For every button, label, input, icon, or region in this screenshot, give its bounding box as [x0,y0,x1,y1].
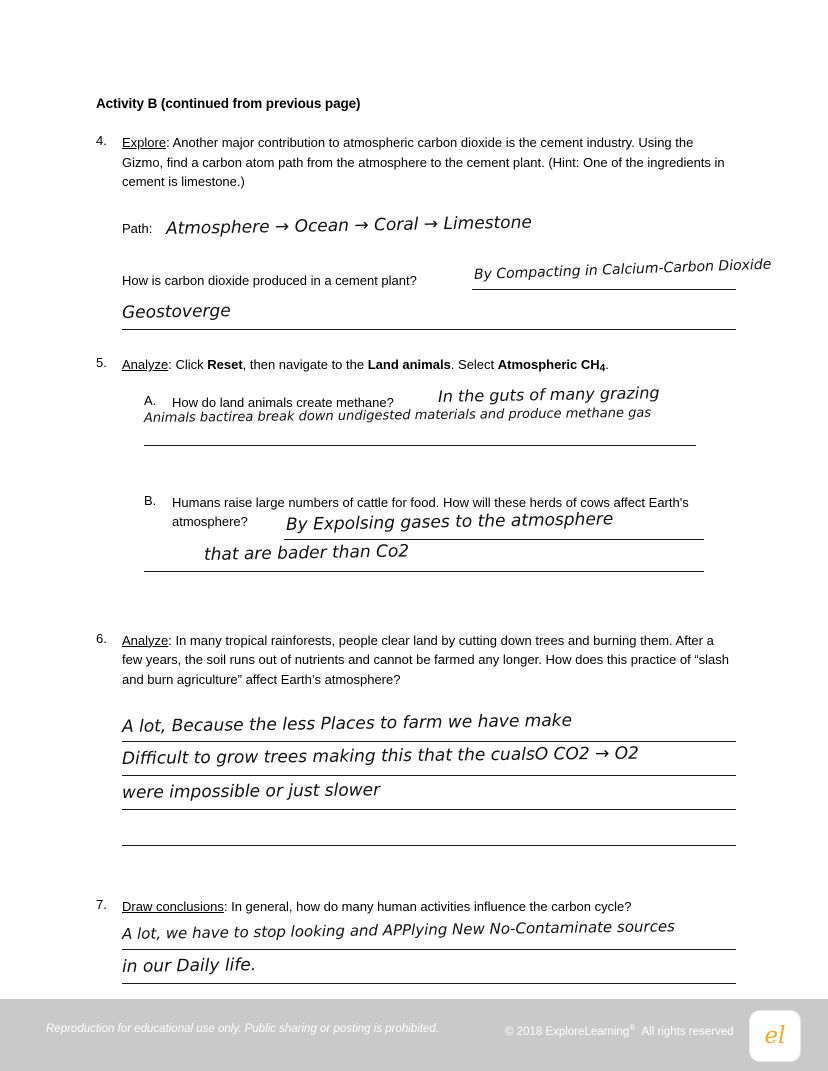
question-6-lead: Analyze [122,632,169,648]
page-title: Activity B (continued from previous page) [96,96,361,111]
question-4-text [122,133,736,192]
path-label: Path: [122,221,153,236]
q5-part-c: . Select [450,357,498,372]
question-5a [143,382,736,463]
question-5a-text: How do land animals create methane? [172,394,394,410]
rights-text: All rights reserved [641,1025,734,1038]
question-5b-answer-line1: By Expolsing gases to the atmosphere [285,508,614,535]
answer-rule-6c [122,809,736,810]
question-6-answer-line1: A lot, Because the less Places to farm we have make [121,710,573,737]
answer-rule-5b2 [144,571,704,572]
registered-mark: ® [629,1023,636,1032]
question-5b [144,493,736,583]
answer-rule-6d [122,845,736,846]
q5-ch4-subscript: 4 [599,363,606,374]
answer-rule-6a [122,741,736,742]
q5-reset: Reset [207,357,243,372]
question-5a-label: A. [144,392,157,408]
question-5-lead: Analyze [122,357,169,372]
answer-rule-7a [122,949,736,950]
question-5b-text: Humans raise large numbers of cattle for food. How will these herds of cows affect Earth's atmosphere? [172,494,689,529]
answer-rule-4b [122,329,736,330]
question-4-body: : Another major contribution to atmospheric carbon dioxide is the cement industry. Using the Gizmo, find a carbon atom path from the atmosphere to the cement plant. (Hint: One of the ingredients in cement is limestone.) [122,135,725,189]
question-6-answer-line2: Difficult to grow trees making this that the cualsO CO2 → O2 [121,743,639,769]
question-4-answer-line1: By Compacting in Calcium-Carbon Dioxide [473,256,772,283]
path-answer: Atmosphere → Ocean → Coral → Limestone [165,212,533,239]
question-7-lead: Draw conclusions [122,898,224,914]
answer-rule-6b [122,775,736,776]
answer-rule-4a [472,289,736,290]
question-7-answer-line2: in our Daily life. [121,954,257,977]
footer-notice: Reproduction for educational use only. Public sharing or posting is prohibited. [46,1023,439,1035]
q5-part-d: . [605,357,609,372]
question-5-text [122,355,736,379]
answer-rule-7b [122,983,736,984]
question-7-body: : In general, how do many human activities influence the carbon cycle? [223,898,632,914]
q5-ch4: Atmospheric CH [497,357,600,372]
question-6 [96,631,736,851]
question-7 [96,897,736,1007]
explorelearning-logo [750,1011,800,1061]
question-6-answer-line3: were impossible or just slower [121,779,381,803]
question-6-number: 6. [96,630,107,646]
question-4-number: 4. [96,133,107,148]
question-5a-answer-line2: Animals bactirea break down undigested materials and produce methane gas [143,405,652,426]
question-5b-answer-line2: that are bader than Co2 [203,540,410,565]
q5-land-animals: Land animals [367,357,451,372]
question-4 [96,133,772,323]
answer-rule-5a [144,445,696,446]
page-content [96,96,772,1025]
q5-part-b: , then navigate to the [242,357,368,372]
question-4-answer-line2: Geostoverge [121,301,231,323]
question-5-number: 5. [96,355,107,370]
question-6-text [122,631,736,690]
question-5b-label: B. [144,492,157,508]
question-7-number: 7. [96,896,107,912]
question-5 [96,355,736,583]
logo-text: el [764,1023,786,1049]
question-7-answer-line1: A lot, we have to stop looking and APPlying New No-Contaminate sources [121,916,676,943]
answer-rule-5b1 [284,539,704,540]
question-5a-answer-line1: In the guts of many grazing [437,382,660,406]
question-4-lead: Explore [122,135,167,150]
question-7-text [122,897,736,917]
question-4-prompt2: How is carbon dioxide produced in a cement plant? [122,273,417,288]
footer-copyright [505,1023,734,1038]
page-footer [0,999,828,1071]
q5-part-a: : Click [168,357,208,372]
copyright-text: © 2018 ExploreLearning [505,1025,630,1038]
question-6-body: : In many tropical rainforests, people clear land by cutting down trees and burning them. After a few years, the soil runs out of nutrients and cannot be farmed any longer. How does this practice of “slash and burn agriculture” affect Earth’s atmosphere? [122,632,729,687]
